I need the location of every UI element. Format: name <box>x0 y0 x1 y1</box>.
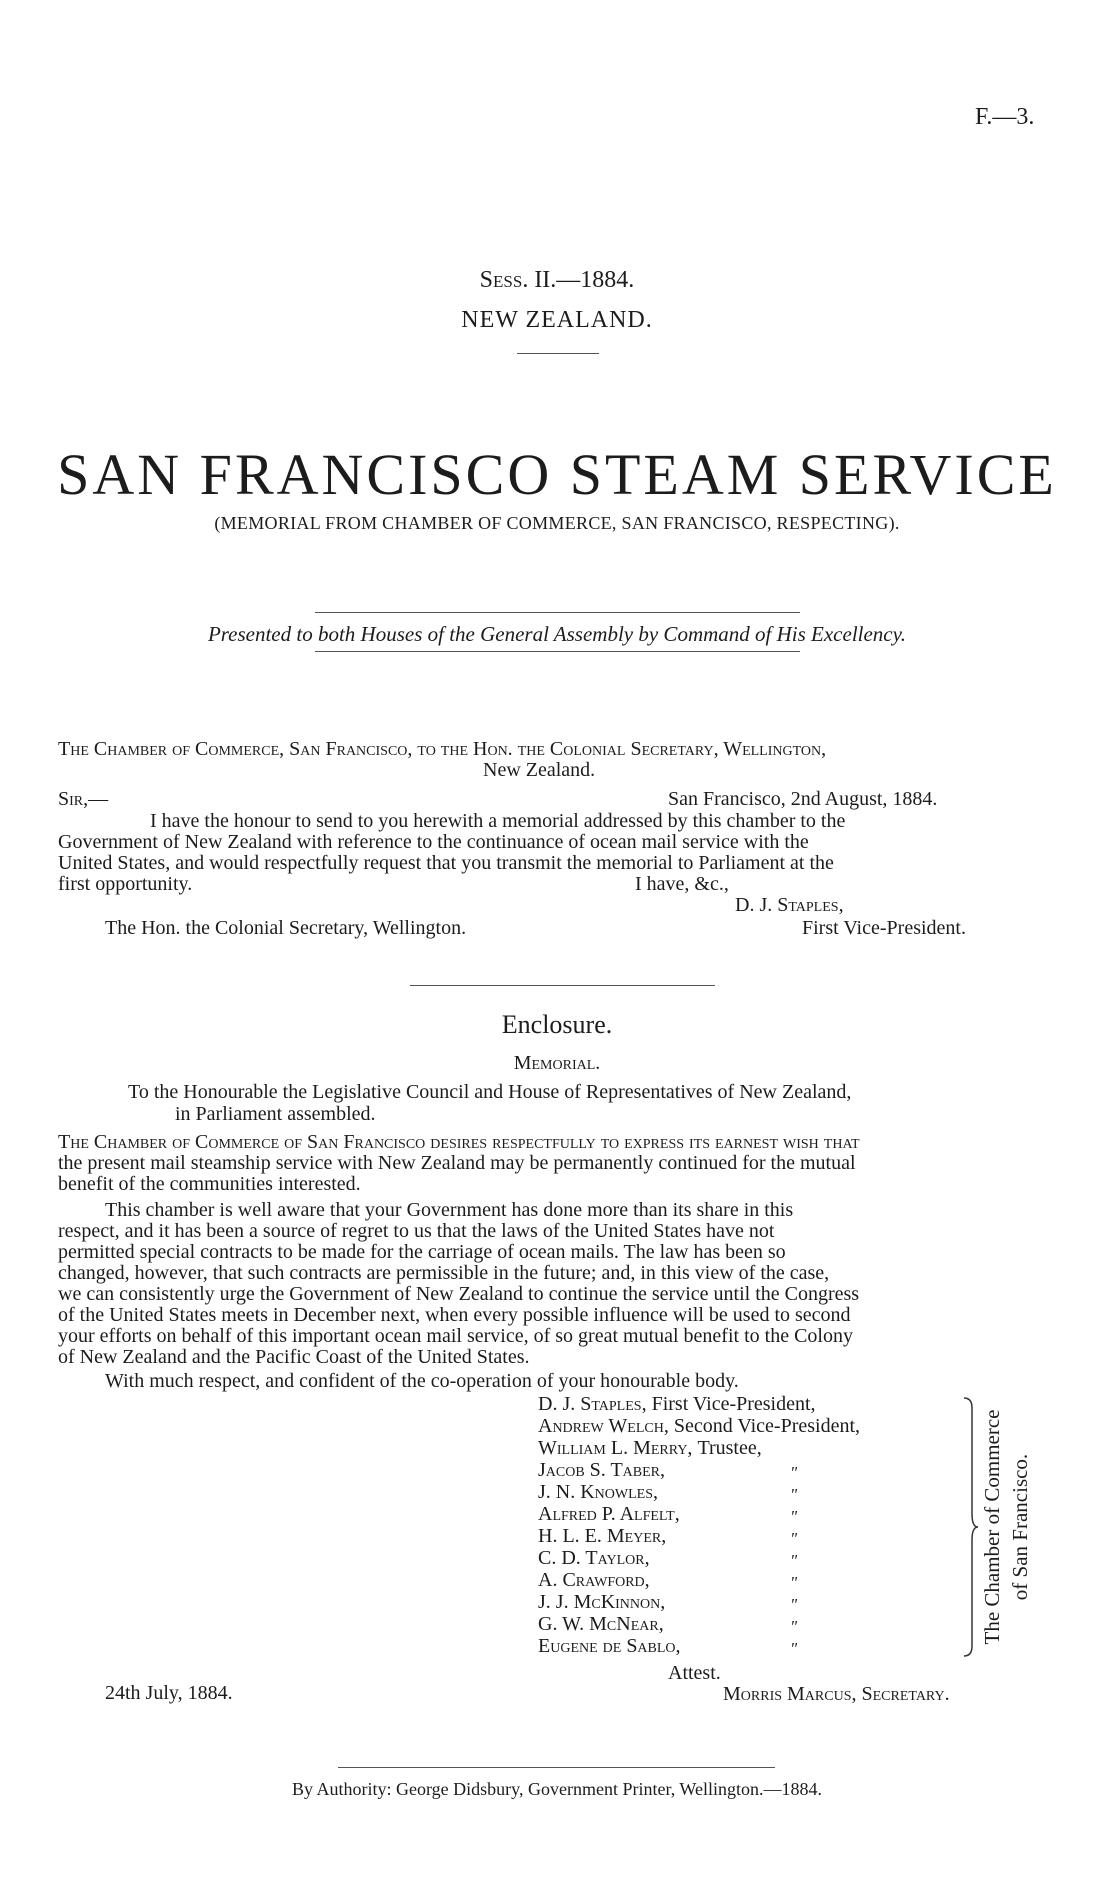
divider <box>338 1767 775 1768</box>
letter-signer-title: First Vice-President. <box>802 917 966 939</box>
ditto-mark: " <box>790 1551 798 1570</box>
memorial-paragraph-line: benefit of the communities interested. <box>58 1173 361 1195</box>
signatory-entry: Andrew Welch, Second Vice-President, <box>538 1415 861 1437</box>
signatory-entry: C. D. Taylor, <box>538 1547 650 1569</box>
enclosure-heading: Enclosure. <box>501 1010 613 1039</box>
divider <box>315 651 800 652</box>
memorial-date: 24th July, 1884. <box>105 1682 233 1704</box>
memorial-paragraph-line: we can consistently urge the Government of New Zealand to continue the service until the Congress <box>58 1283 860 1305</box>
memorial-paragraph-line: of the United States meets in December next, when every possible influence will be used to second <box>58 1304 851 1326</box>
attest-label: Attest. <box>668 1662 721 1684</box>
letter-body-line: first opportunity. <box>58 873 193 895</box>
memorial-address: To the Honourable the Legislative Council and House of Representatives of New Zealand, <box>128 1081 852 1103</box>
divider <box>315 612 800 613</box>
memorial-paragraph-line: The Chamber of Commerce of San Francisco desires respectfully to express its earnest wish that <box>58 1131 860 1153</box>
signatory-entry: Eugene de Sablo, <box>538 1635 681 1657</box>
country-line: NEW ZEALAND. <box>461 307 653 333</box>
divider <box>410 985 715 986</box>
place-date: San Francisco, 2nd August, 1884. <box>668 788 938 810</box>
signatory-entry: A. Crawford, <box>538 1569 650 1591</box>
signatory-entry: D. J. Staples, First Vice-President, <box>538 1393 816 1415</box>
document-subtitle: (MEMORIAL FROM CHAMBER OF COMMERCE, SAN FRANCISCO, RESPECTING). <box>214 513 900 533</box>
document-title: SAN FRANCISCO STEAM SERVICE <box>57 442 1057 507</box>
memorial-address-continued: in Parliament assembled. <box>175 1103 376 1125</box>
signatory-entry: Jacob S. Taber, <box>538 1459 665 1481</box>
memorial-heading: Memorial. <box>513 1052 601 1074</box>
signatory-entry: Alfred P. Alfelt, <box>538 1503 680 1525</box>
memorial-paragraph-line: permitted special contracts to be made for the carriage of ocean mails. The law has been so <box>58 1241 786 1263</box>
brace-icon <box>960 1396 980 1658</box>
salutation: Sir,— <box>58 788 109 810</box>
side-label-line: of San Francisco. <box>1008 1453 1032 1601</box>
letter-body-line: Government of New Zealand with reference to the continuance of ocean mail service with the <box>58 831 809 853</box>
signatory-entry: G. W. McNear, <box>538 1613 664 1635</box>
ditto-mark: " <box>790 1639 798 1658</box>
letter-closing: I have, &c., <box>635 873 729 895</box>
memorial-paragraph-line: your efforts on behalf of this important ocean mail service, of so great mutual benefit to the Colony <box>58 1325 853 1347</box>
ditto-mark: " <box>790 1617 798 1636</box>
memorial-paragraph-line: This chamber is well aware that your Government has done more than its share in this <box>105 1199 794 1221</box>
letter-heading-continued: New Zealand. <box>483 759 596 781</box>
memorial-paragraph-line: changed, however, that such contracts are permissible in the future; and, in this view of the case, <box>58 1262 830 1284</box>
letter-body-line: United States, and would respectfully request that you transmit the memorial to Parliament at the <box>58 852 834 874</box>
ditto-mark: " <box>790 1507 798 1526</box>
memorial-paragraph-line: respect, and it has been a source of regret to us that the laws of the United States have not <box>58 1220 775 1242</box>
signatory-entry: J. J. McKinnon, <box>538 1591 666 1613</box>
letter-heading: The Chamber of Commerce, San Francisco, to the Hon. the Colonial Secretary, Wellington, <box>58 738 827 760</box>
printer-footer: By Authority: George Didsbury, Government Printer, Wellington.—1884. <box>292 1779 822 1799</box>
memorial-closing: With much respect, and confident of the co-operation of your honourable body. <box>105 1370 739 1392</box>
chamber-side-label <box>978 1396 1040 1658</box>
letter-body-line: I have the honour to send to you herewith a memorial addressed by this chamber to the <box>150 810 846 832</box>
signatory-entry: H. L. E. Meyer, <box>538 1525 667 1547</box>
side-label-line: The Chamber of Commerce <box>980 1409 1004 1645</box>
letter-signer: D. J. Staples, <box>735 894 844 916</box>
presented-line: Presented to both Houses of the General Assembly by Command of His Excellency. <box>207 622 907 646</box>
secretary-signature: Morris Marcus, Secretary. <box>723 1683 950 1705</box>
memorial-paragraph-line: the present mail steamship service with New Zealand may be permanently continued for the mutual <box>58 1152 856 1174</box>
ditto-mark: " <box>790 1573 798 1592</box>
ditto-mark: " <box>790 1529 798 1548</box>
ditto-mark: " <box>790 1485 798 1504</box>
divider <box>517 353 599 354</box>
signatory-entry: William L. Merry, Trustee, <box>538 1437 762 1459</box>
page-reference: F.—3. <box>975 104 1035 130</box>
letter-addressee: The Hon. the Colonial Secretary, Wellington. <box>105 917 467 939</box>
ditto-mark: " <box>790 1595 798 1614</box>
session-line: Sess. II.—1884. <box>479 267 635 293</box>
ditto-mark: " <box>790 1463 798 1482</box>
signatory-entry: J. N. Knowles, <box>538 1481 658 1503</box>
memorial-paragraph-line: of New Zealand and the Pacific Coast of the United States. <box>58 1346 530 1368</box>
